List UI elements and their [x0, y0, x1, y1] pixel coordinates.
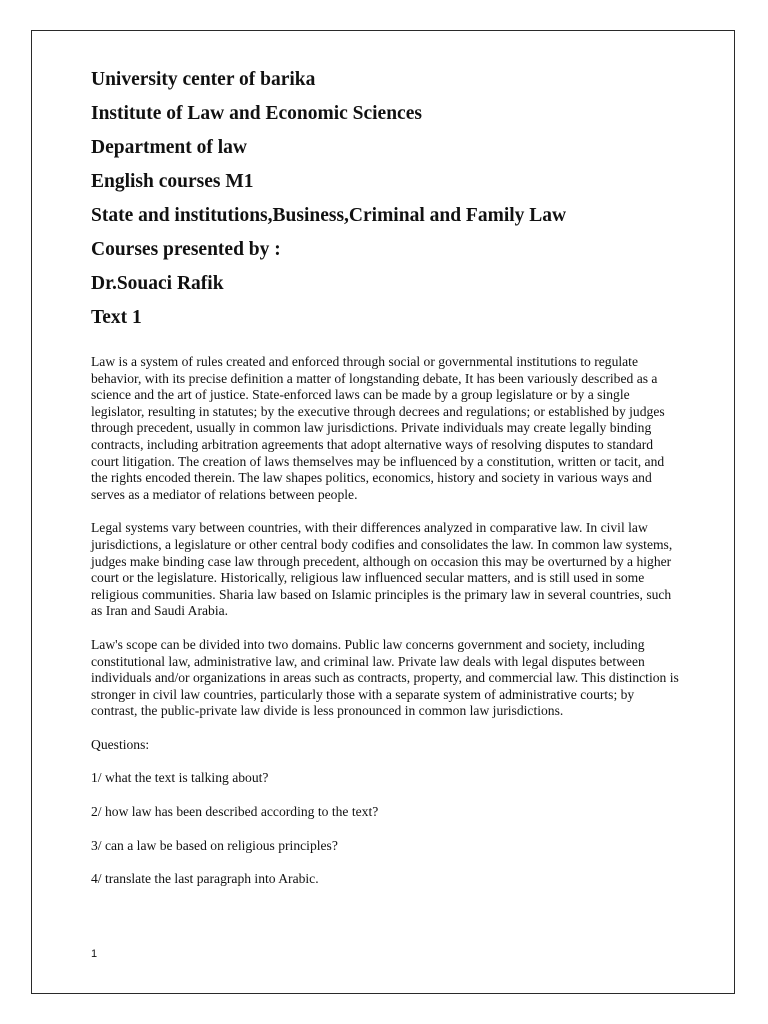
paragraph-2: Legal systems vary between countries, with their differences analyzed in comparative law. In civil law jurisdictions, a legislature or other central body codifies and consolidates the law. In common law systems, judges make binding case law through precedent, although on occasion this may be overturned by a higher court or the legislature. Historically, religious law influenced secular matters, and is still used in some religious communities. Sharia law based on Islamic principles is the primary law in several countries, such as Iran and Saudi Arabia. [91, 520, 673, 619]
page-number: 1 [91, 948, 98, 960]
author-name: Dr.Souaci Rafik [91, 273, 224, 294]
institute-name: Institute of Law and Economic Sciences [91, 103, 422, 124]
questions-title: Questions: [91, 736, 150, 752]
question-4: 4/ translate the last paragraph into Arabic. [91, 871, 319, 887]
text-title: Text 1 [91, 307, 142, 328]
document-header [91, 66, 711, 338]
paragraph-1: Law is a system of rules created and enforced through social or governmental institutions to regulate behavior, with its precise definition a matter of longstanding debate, It has been variously described as a science and the art of justice. State-enforced laws can be made by a group legislature or by a single legislator, resulting in statutes; by the executive through decrees and regulations; or established by judges through precedent, usually in common law jurisdictions. Private individuals may create legally binding contracts, including arbitration agreements that adopt alternative ways of resolving disputes to standard court litigation. The creation of laws themselves may be influenced by a constitution, written or tacit, and the rights encoded therein. The law shapes politics, economics, history and society in various ways and serves as a mediator of relations between people. [91, 354, 665, 502]
presented-by-label: Courses presented by : [91, 239, 281, 260]
university-name: University center of barika [91, 69, 316, 90]
question-2: 2/ how law has been described according to the text? [91, 804, 379, 820]
department-name: Department of law [91, 137, 247, 158]
course-subjects: State and institutions,Business,Criminal and Family Law [91, 205, 567, 226]
document-body [91, 354, 681, 905]
course-name: English courses M1 [91, 171, 254, 192]
question-1: 1/ what the text is talking about? [91, 770, 269, 786]
question-3: 3/ can a law be based on religious principles? [91, 837, 338, 853]
paragraph-3: Law's scope can be divided into two domains. Public law concerns government and society, including constitutional law, administrative law, and criminal law. Private law deals with legal disputes between individuals and/or organizations in areas such as contracts, property, and commercial law. This distinction is stronger in civil law countries, particularly those with a separate system of administrative courts; by contrast, the public-private law divide is less pronounced in common law jurisdictions. [91, 636, 679, 719]
